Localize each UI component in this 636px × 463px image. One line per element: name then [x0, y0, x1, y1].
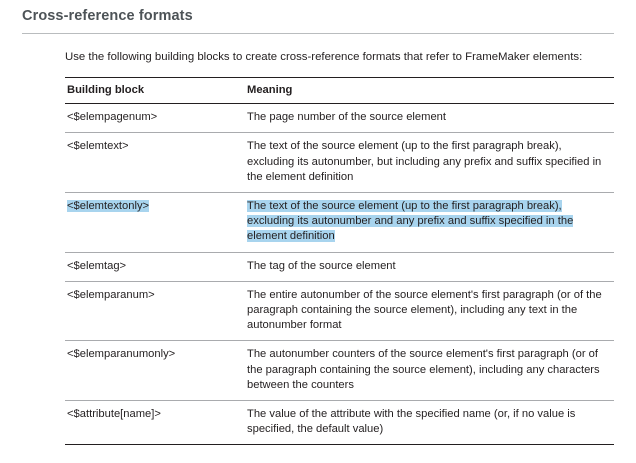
- intro-paragraph: Use the following building blocks to create cross-reference formats that refer to FrameMaker elements:: [65, 51, 583, 64]
- heading-divider: [22, 33, 614, 34]
- table-row: [65, 252, 614, 281]
- table-row: [65, 193, 614, 253]
- building-block-cell: [65, 193, 245, 253]
- cross-reference-formats-table: [65, 77, 614, 445]
- meaning-cell: The value of the attribute with the specified name (or, if no value is specified, the default value): [245, 401, 614, 445]
- building-block-cell: <$attribute[name]>: [65, 401, 245, 445]
- page-title: Cross-reference formats: [22, 8, 193, 24]
- table-row: [65, 104, 614, 133]
- section-heading: [0, 0, 636, 33]
- highlighted-text: <$elemtextonly>: [67, 200, 150, 213]
- table-header-row: [65, 78, 614, 104]
- building-block-cell: <$elemtext>: [65, 133, 245, 193]
- table-row: [65, 133, 614, 193]
- building-block-cell: <$elemparanumonly>: [65, 341, 245, 401]
- meaning-cell: The tag of the source element: [245, 252, 614, 281]
- meaning-cell: [245, 193, 614, 253]
- building-block-cell: <$elempagenum>: [65, 104, 245, 133]
- meaning-cell: The text of the source element (up to the first paragraph break), excluding its autonumber, but including any prefix and suffix specified in the element definition: [245, 133, 614, 193]
- table-row: [65, 281, 614, 341]
- building-block-cell: <$elemtag>: [65, 252, 245, 281]
- table-row: [65, 341, 614, 401]
- meaning-cell: The page number of the source element: [245, 104, 614, 133]
- highlighted-text: The text of the source element (up to the first paragraph break), excluding its autonumber and any prefix and suffix specified in the element definition: [247, 200, 574, 243]
- column-header-building-block: Building block: [65, 78, 245, 104]
- meaning-cell: The entire autonumber of the source element's first paragraph (or of the paragraph containing the source element), including any text in the autonumber format: [245, 281, 614, 341]
- table-body: [65, 104, 614, 445]
- table-row: [65, 401, 614, 445]
- meaning-cell: The autonumber counters of the source element's first paragraph (or of the paragraph containing the source element), including any characters between the counters: [245, 341, 614, 401]
- column-header-meaning: Meaning: [245, 78, 614, 104]
- table-header: [65, 78, 614, 104]
- building-block-cell: <$elemparanum>: [65, 281, 245, 341]
